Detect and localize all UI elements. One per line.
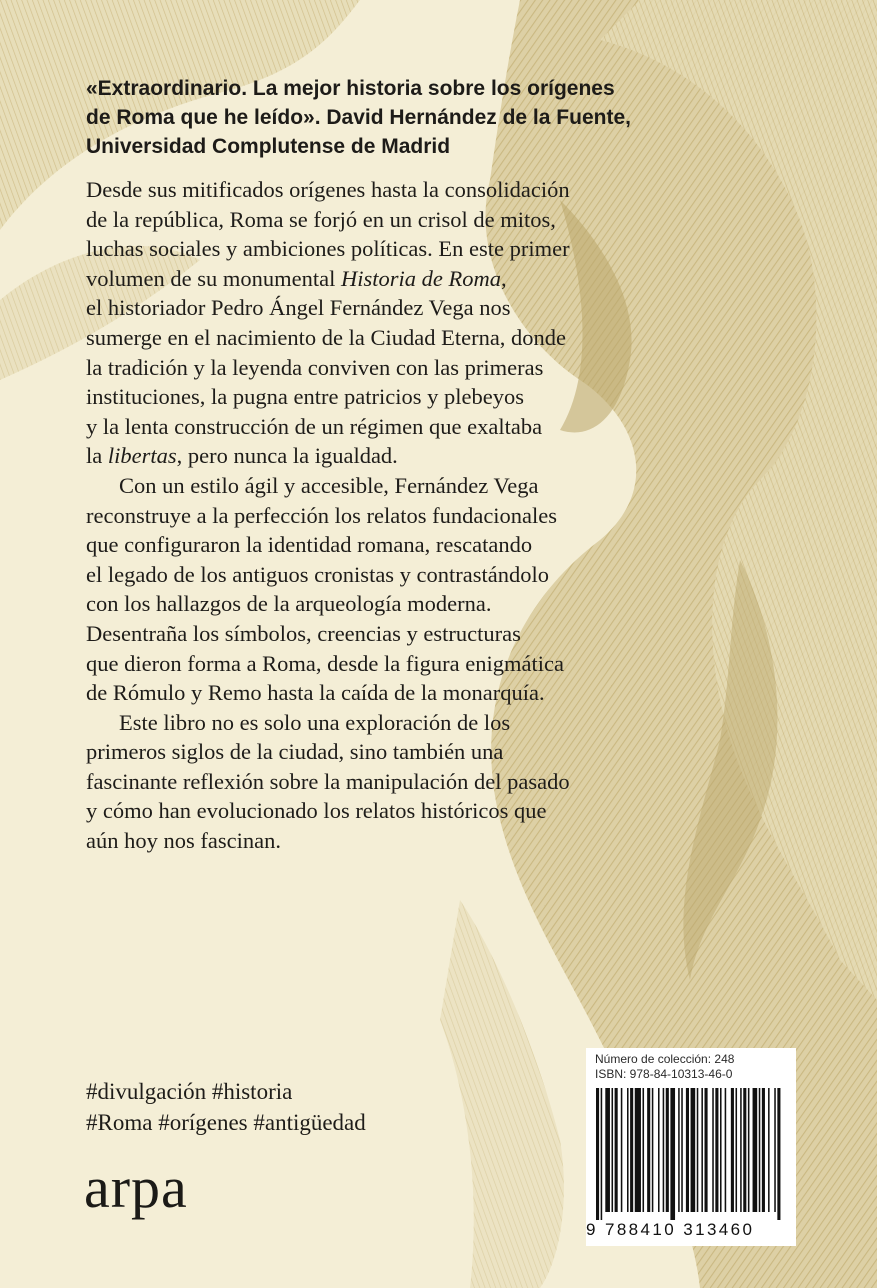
description-text: , pero nunca la igualdad.	[176, 443, 398, 469]
barcode-bar	[753, 1088, 758, 1212]
barcode-bar	[678, 1088, 680, 1212]
isbn-label: ISBN: 978-84-10313-46-0	[595, 1067, 733, 1081]
description-line: con los hallazgos de la arqueología moderna.	[86, 591, 492, 617]
barcode-digits: 9 788410 313460	[586, 1220, 755, 1239]
barcode-bar	[681, 1088, 683, 1212]
barcode-bar	[720, 1088, 722, 1212]
barcode-bar	[643, 1088, 645, 1212]
barcode-bar	[601, 1088, 603, 1220]
barcode-bar	[725, 1088, 727, 1212]
barcode-icon	[592, 1088, 788, 1220]
book-description	[86, 175, 646, 856]
description-line: de la república, Roma se forjó en un crisol de mitos,	[86, 206, 556, 232]
collection-number: Número de colección: 248	[595, 1052, 735, 1066]
hashtag-line: #Roma #orígenes #antigüedad	[86, 1110, 366, 1135]
description-line: de Rómulo y Remo hasta la caída de la monarquía.	[86, 680, 545, 706]
barcode-bar	[612, 1088, 614, 1212]
hashtag-line: #divulgación #historia	[86, 1079, 293, 1104]
description-line: Con un estilo ágil y accesible, Fernández Vega	[119, 472, 539, 498]
barcode-bar	[768, 1088, 770, 1212]
barcode-bar	[663, 1088, 665, 1212]
description-line: el legado de los antiguos cronistas y contrastándolo	[86, 561, 550, 587]
barcode-panel	[586, 1048, 796, 1246]
barcode-bar	[627, 1088, 629, 1212]
barcode-bar	[731, 1088, 734, 1212]
barcode-bar	[630, 1088, 633, 1212]
description-line: que configuraron la identidad romana, rescatando	[86, 532, 533, 558]
description-line: fascinante reflexión sobre la manipulación del pasado	[86, 768, 570, 794]
barcode-bar	[652, 1088, 654, 1212]
barcode-bar	[712, 1088, 714, 1212]
description-text: ,	[500, 265, 507, 291]
barcode-bar	[691, 1088, 696, 1212]
libertas-italic: libertas	[107, 443, 177, 469]
barcode-bar	[705, 1088, 708, 1212]
barcode-bar	[621, 1088, 623, 1212]
barcode-bar	[658, 1088, 660, 1212]
description-line: la tradición y la leyenda conviven con las primeras	[86, 354, 544, 380]
barcode-bar	[697, 1088, 699, 1212]
barcode-bar	[777, 1088, 780, 1220]
description-line: aún hoy nos fascinan.	[86, 828, 281, 854]
barcode-bar	[740, 1088, 742, 1212]
review-quote	[86, 74, 806, 161]
description-line: y la lenta construcción de un régimen que exaltaba	[86, 413, 543, 439]
barcode-bar	[759, 1088, 761, 1212]
barcode-bar	[774, 1088, 776, 1212]
barcode-bar	[701, 1088, 703, 1212]
description-line: luchas sociales y ambiciones políticas. En este primer	[86, 236, 570, 262]
quote-line: «Extraordinario. La mejor historia sobre los orígenes	[86, 77, 615, 100]
barcode-bar	[670, 1088, 675, 1220]
barcode-bar	[647, 1088, 650, 1212]
barcode-bar	[762, 1088, 765, 1212]
barcode-bar	[615, 1088, 618, 1212]
description-line: reconstruye a la perfección los relatos fundacionales	[86, 502, 558, 528]
description-line: Desde sus mitificados orígenes hasta la consolidación	[86, 177, 570, 202]
description-line: que dieron forma a Roma, desde la figura enigmática	[86, 650, 564, 676]
barcode-bar	[635, 1088, 641, 1212]
description-line: sumerge en el nacimiento de la Ciudad Eterna, donde	[86, 324, 567, 350]
description-line	[86, 441, 646, 471]
barcode-bar	[605, 1088, 610, 1212]
description-text: la	[86, 443, 108, 469]
description-line: y cómo han evolucionado los relatos históricos que	[86, 798, 547, 824]
barcode-bar	[748, 1088, 750, 1212]
description-text: volumen de su monumental	[86, 265, 341, 291]
description-line: instituciones, la pugna entre patricios y plebeyos	[86, 384, 525, 410]
barcode-bar	[736, 1088, 738, 1212]
description-line: Este libro no es solo una exploración de los	[119, 709, 511, 735]
description-line: Desentraña los símbolos, creencias y estructuras	[86, 620, 521, 646]
description-line: primeros siglos de la ciudad, sino también una	[86, 739, 504, 765]
quote-line: de Roma que he leído». David Hernández de la Fuente,	[86, 106, 631, 129]
publisher-logo: arpa	[84, 1155, 188, 1220]
description-line	[86, 264, 646, 294]
barcode-bar	[686, 1088, 689, 1212]
barcode-bar	[596, 1088, 599, 1220]
description-line: el historiador Pedro Ángel Fernández Vega nos	[86, 295, 511, 321]
quote-line: Universidad Complutense de Madrid	[86, 135, 451, 158]
barcode-bar	[666, 1088, 669, 1212]
barcode-bar	[743, 1088, 746, 1212]
book-title-italic: Historia de Roma	[340, 265, 501, 291]
hashtags	[86, 1076, 366, 1138]
barcode-bar	[715, 1088, 718, 1212]
